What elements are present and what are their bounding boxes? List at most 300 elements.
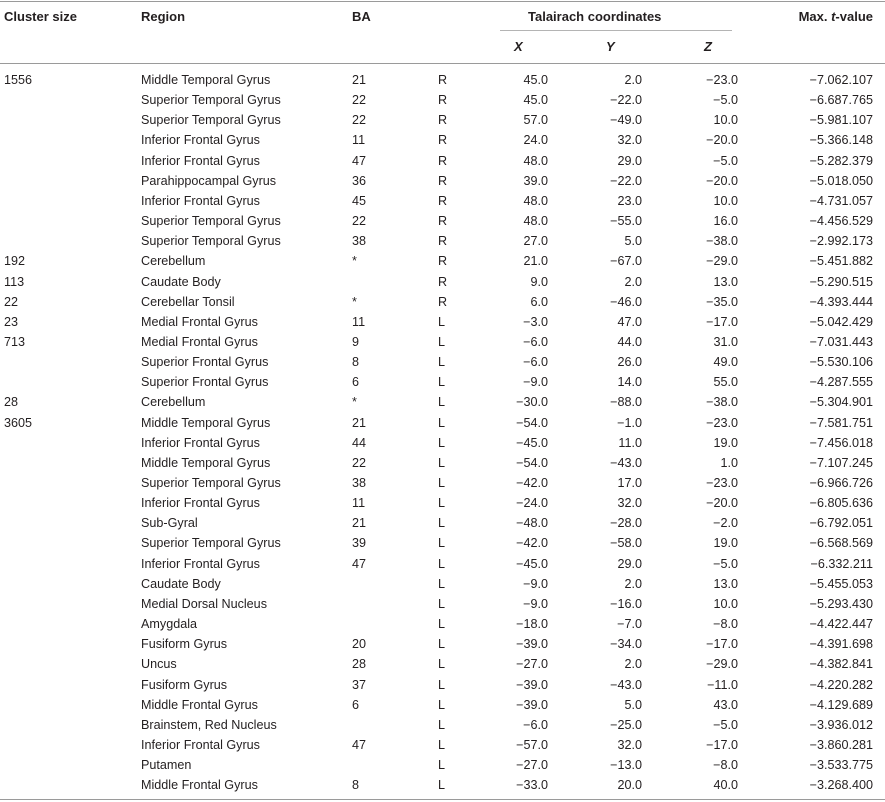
cell-x: −39.0 xyxy=(516,637,548,652)
cell-z: −8.0 xyxy=(713,758,738,773)
cell-region: Medial Dorsal Nucleus xyxy=(141,596,267,611)
header-y: Y xyxy=(606,39,615,54)
cell-hemisphere: L xyxy=(438,536,446,551)
table-row xyxy=(0,654,885,674)
cell-hemisphere: R xyxy=(438,214,448,229)
cell-y: −43.0 xyxy=(610,677,642,692)
table-row xyxy=(0,231,885,251)
table-row xyxy=(0,433,885,453)
cell-region: Superior Temporal Gyrus xyxy=(141,476,281,490)
cell-z: 10.0 xyxy=(713,113,738,128)
cell-ba: 39 xyxy=(352,536,367,551)
cell-max-t: −5.451.882 xyxy=(809,254,873,269)
table-row xyxy=(0,533,885,553)
cell-max-t: −4.382.841 xyxy=(809,657,873,672)
cell-z: −2.0 xyxy=(713,516,738,531)
cell-region: Brainstem, Red Nucleus xyxy=(141,717,277,732)
cell-z: −17.0 xyxy=(706,637,738,652)
cell-x: −42.0 xyxy=(516,536,548,551)
cell-hemisphere: R xyxy=(438,254,448,269)
cell-x: −6.0 xyxy=(523,334,548,349)
cell-max-t: −4.393.444 xyxy=(809,294,873,309)
cell-cluster-size: 22 xyxy=(4,294,19,309)
header-x: X xyxy=(514,39,523,54)
cell-max-t: −5.455.053 xyxy=(809,576,873,591)
cell-region: Middle Frontal Gyrus xyxy=(141,697,258,712)
cell-ba: 8 xyxy=(352,355,360,370)
table-row xyxy=(0,675,885,695)
cell-y: −34.0 xyxy=(610,637,642,652)
cell-region: Superior Temporal Gyrus xyxy=(141,536,281,551)
cell-hemisphere: L xyxy=(438,435,446,450)
cell-hemisphere: L xyxy=(438,556,446,571)
coordinates-rule xyxy=(500,30,732,31)
cell-z: −23.0 xyxy=(706,415,738,430)
cell-y: 5.0 xyxy=(624,697,642,712)
cell-cluster-size: 713 xyxy=(4,334,26,349)
table-row xyxy=(0,755,885,775)
cell-ba: 36 xyxy=(352,173,367,188)
cell-ba: 21 xyxy=(352,415,367,430)
table-row xyxy=(0,574,885,594)
cell-hemisphere: R xyxy=(438,153,448,168)
table-row xyxy=(0,695,885,715)
cell-z: −23.0 xyxy=(706,476,738,490)
table-row xyxy=(0,130,885,150)
cell-max-t: −6.687.765 xyxy=(809,93,873,108)
cell-max-t: −6.792.051 xyxy=(809,516,873,531)
cell-z: 10.0 xyxy=(713,596,738,611)
header-max-prefix: Max. xyxy=(798,9,832,24)
cell-hemisphere: L xyxy=(438,637,446,652)
cell-max-t: −5.304.901 xyxy=(809,395,873,410)
cell-region: Sub-Gyral xyxy=(141,516,198,531)
cell-ba: 47 xyxy=(352,153,367,168)
cell-ba: 11 xyxy=(352,496,366,511)
cell-y: −1.0 xyxy=(617,415,642,430)
cell-x: 48.0 xyxy=(523,193,548,208)
cell-max-t: −5.042.429 xyxy=(809,314,873,329)
cell-y: 32.0 xyxy=(617,737,642,752)
cell-max-t: −7.031.443 xyxy=(809,334,873,349)
cell-max-t: −3.936.012 xyxy=(809,717,873,732)
cell-z: −35.0 xyxy=(706,294,738,309)
cell-ba: 8 xyxy=(352,778,360,793)
cell-x: −45.0 xyxy=(516,435,548,450)
cell-ba: 20 xyxy=(352,637,367,652)
cell-hemisphere: R xyxy=(438,73,448,87)
cell-y: −22.0 xyxy=(610,173,642,188)
cell-x: 45.0 xyxy=(523,73,548,87)
cell-hemisphere: L xyxy=(438,334,446,349)
cell-x: 48.0 xyxy=(523,214,548,229)
cell-y: −55.0 xyxy=(610,214,642,229)
cell-z: 13.0 xyxy=(713,576,738,591)
cell-max-t: −5.282.379 xyxy=(809,153,873,168)
cell-x: −27.0 xyxy=(516,657,548,672)
header-rule xyxy=(0,63,885,64)
table-row xyxy=(0,110,885,130)
cell-y: −25.0 xyxy=(610,717,642,732)
cell-x: −9.0 xyxy=(523,596,548,611)
cell-x: −42.0 xyxy=(516,476,548,490)
cell-z: −8.0 xyxy=(713,617,738,632)
cell-hemisphere: L xyxy=(438,516,446,531)
cell-max-t: −4.422.447 xyxy=(809,617,873,632)
cell-ba: 11 xyxy=(352,314,366,329)
cell-z: 19.0 xyxy=(713,435,738,450)
table-row xyxy=(0,90,885,110)
cell-ba: 11 xyxy=(352,133,366,148)
cell-ba: 47 xyxy=(352,737,367,752)
cell-ba: * xyxy=(352,294,357,309)
cell-x: −57.0 xyxy=(516,737,548,752)
cell-z: −23.0 xyxy=(706,73,738,87)
cell-ba: 47 xyxy=(352,556,367,571)
cell-z: 1.0 xyxy=(720,455,738,470)
cell-region: Caudate Body xyxy=(141,576,221,591)
cell-z: −5.0 xyxy=(713,717,738,732)
cell-cluster-size: 3605 xyxy=(4,415,33,430)
cell-hemisphere: R xyxy=(438,193,448,208)
cell-hemisphere: R xyxy=(438,133,448,148)
header-region: Region xyxy=(141,9,186,24)
cell-y: 32.0 xyxy=(617,496,642,511)
cell-region: Superior Temporal Gyrus xyxy=(141,214,281,229)
table-row xyxy=(0,272,885,292)
cell-x: −33.0 xyxy=(516,778,548,793)
cell-cluster-size: 192 xyxy=(4,254,26,269)
cell-max-t: −4.220.282 xyxy=(809,677,873,692)
cell-y: 2.0 xyxy=(624,274,642,289)
cell-z: 31.0 xyxy=(713,334,738,349)
header-cluster-size: Cluster size xyxy=(4,9,77,24)
cell-ba: 22 xyxy=(352,455,367,470)
header-value-suffix: -value xyxy=(835,9,873,24)
table-row xyxy=(0,473,885,493)
cell-x: −3.0 xyxy=(523,314,548,329)
cell-y: −22.0 xyxy=(610,93,642,108)
table-row xyxy=(0,332,885,352)
cell-y: 47.0 xyxy=(617,314,642,329)
cell-z: 40.0 xyxy=(713,778,738,793)
cell-hemisphere: L xyxy=(438,415,446,430)
cell-region: Inferior Frontal Gyrus xyxy=(141,435,260,450)
cell-z: 55.0 xyxy=(713,375,738,390)
cell-hemisphere: L xyxy=(438,476,446,490)
cell-z: 19.0 xyxy=(713,536,738,551)
cell-x: −54.0 xyxy=(516,455,548,470)
cell-z: −29.0 xyxy=(706,657,738,672)
cell-x: −9.0 xyxy=(523,576,548,591)
cell-hemisphere: R xyxy=(438,93,448,108)
table-row xyxy=(0,251,885,271)
header-talairach-coordinates: Talairach coordinates xyxy=(528,9,662,24)
cell-z: 10.0 xyxy=(713,193,738,208)
cell-hemisphere: L xyxy=(438,375,446,390)
top-rule xyxy=(0,1,885,2)
cell-max-t: −4.287.555 xyxy=(809,375,873,390)
cell-region: Inferior Frontal Gyrus xyxy=(141,133,260,148)
cell-y: 2.0 xyxy=(624,73,642,87)
cell-x: −9.0 xyxy=(523,375,548,390)
cell-max-t: −6.332.211 xyxy=(810,556,873,571)
cell-z: −17.0 xyxy=(706,737,738,752)
cell-x: −6.0 xyxy=(523,717,548,732)
cell-y: −58.0 xyxy=(610,536,642,551)
cell-y: −16.0 xyxy=(610,596,642,611)
cell-max-t: −5.530.106 xyxy=(809,355,873,370)
cell-y: 14.0 xyxy=(617,375,642,390)
cell-x: −39.0 xyxy=(516,677,548,692)
cell-region: Medial Frontal Gyrus xyxy=(141,314,258,329)
cell-x: 39.0 xyxy=(523,173,548,188)
cell-ba: 9 xyxy=(352,334,360,349)
cell-ba: 44 xyxy=(352,435,367,450)
cell-x: 21.0 xyxy=(523,254,548,269)
cell-max-t: −6.568.569 xyxy=(809,536,873,551)
cell-x: −30.0 xyxy=(516,395,548,410)
header-z: Z xyxy=(704,39,712,54)
cell-z: −20.0 xyxy=(706,173,738,188)
cell-x: 27.0 xyxy=(523,234,548,249)
cell-z: −11.0 xyxy=(707,677,738,692)
cell-ba: 6 xyxy=(352,697,360,712)
cell-x: 45.0 xyxy=(523,93,548,108)
cell-z: 49.0 xyxy=(713,355,738,370)
cell-y: 29.0 xyxy=(617,556,642,571)
cell-region: Middle Temporal Gyrus xyxy=(141,455,271,470)
table-row xyxy=(0,211,885,231)
cell-region: Middle Frontal Gyrus xyxy=(141,778,258,793)
cell-x: 9.0 xyxy=(530,274,548,289)
table-row xyxy=(0,392,885,412)
cell-max-t: −7.456.018 xyxy=(809,435,873,450)
cell-z: 43.0 xyxy=(713,697,738,712)
cell-region: Inferior Frontal Gyrus xyxy=(141,737,260,752)
cell-max-t: −7.107.245 xyxy=(809,455,873,470)
table-row xyxy=(0,634,885,654)
cell-y: −67.0 xyxy=(610,254,642,269)
cell-hemisphere: L xyxy=(438,677,446,692)
cell-z: −20.0 xyxy=(706,496,738,511)
cell-region: Cerebellum xyxy=(141,254,206,269)
cell-region: Inferior Frontal Gyrus xyxy=(141,193,260,208)
cell-region: Superior Temporal Gyrus xyxy=(141,93,281,108)
cell-ba: 38 xyxy=(352,234,367,249)
cell-cluster-size: 23 xyxy=(4,314,19,329)
cell-y: 23.0 xyxy=(617,193,642,208)
cell-z: −20.0 xyxy=(706,133,738,148)
cell-hemisphere: L xyxy=(438,737,446,752)
cell-hemisphere: L xyxy=(438,314,446,329)
cell-max-t: −2.992.173 xyxy=(809,234,873,249)
cell-region: Putamen xyxy=(141,758,192,773)
cell-max-t: −6.805.636 xyxy=(809,496,873,511)
cell-y: 2.0 xyxy=(624,657,642,672)
cell-max-t: −5.366.148 xyxy=(809,133,873,148)
cell-hemisphere: L xyxy=(438,778,446,793)
cell-ba: * xyxy=(352,395,357,410)
cell-region: Superior Frontal Gyrus xyxy=(141,355,269,370)
cell-hemisphere: L xyxy=(438,496,446,511)
cell-hemisphere: L xyxy=(438,355,446,370)
cell-ba: 37 xyxy=(352,677,367,692)
cell-region: Medial Frontal Gyrus xyxy=(141,334,258,349)
cell-max-t: −7.062.107 xyxy=(809,73,873,87)
cell-max-t: −4.456.529 xyxy=(809,214,873,229)
cell-ba: 28 xyxy=(352,657,367,672)
cell-max-t: −5.293.430 xyxy=(809,596,873,611)
cell-region: Parahippocampal Gyrus xyxy=(141,173,277,188)
cell-y: −43.0 xyxy=(610,455,642,470)
cell-max-t: −7.581.751 xyxy=(809,415,873,430)
cell-hemisphere: R xyxy=(438,274,448,289)
cell-region: Caudate Body xyxy=(141,274,221,289)
cell-max-t: −3.268.400 xyxy=(809,778,873,793)
cell-max-t: −5.018.050 xyxy=(809,173,873,188)
cell-y: 29.0 xyxy=(617,153,642,168)
cell-max-t: −5.981.107 xyxy=(809,113,873,128)
cell-y: 17.0 xyxy=(617,476,642,490)
cell-x: 57.0 xyxy=(523,113,548,128)
cell-max-t: −3.860.281 xyxy=(809,737,873,752)
cell-x: −54.0 xyxy=(516,415,548,430)
cell-region: Uncus xyxy=(141,657,177,672)
cell-z: −5.0 xyxy=(713,153,738,168)
cell-region: Inferior Frontal Gyrus xyxy=(141,496,260,511)
cell-y: −13.0 xyxy=(610,758,642,773)
cell-max-t: −6.966.726 xyxy=(809,476,873,490)
cell-hemisphere: L xyxy=(438,617,446,632)
cell-max-t: −5.290.515 xyxy=(809,274,873,289)
cell-hemisphere: R xyxy=(438,294,448,309)
cell-ba: 38 xyxy=(352,476,367,490)
cell-cluster-size: 113 xyxy=(4,274,25,289)
cell-x: −39.0 xyxy=(516,697,548,712)
cell-hemisphere: L xyxy=(438,395,446,410)
cell-y: 32.0 xyxy=(617,133,642,148)
cell-region: Inferior Frontal Gyrus xyxy=(141,153,260,168)
cell-z: −29.0 xyxy=(706,254,738,269)
cell-x: 24.0 xyxy=(523,133,548,148)
cell-z: 16.0 xyxy=(713,214,738,229)
cell-hemisphere: R xyxy=(438,113,448,128)
cell-x: 6.0 xyxy=(530,294,548,309)
cell-region: Fusiform Gyrus xyxy=(141,677,228,692)
cell-y: −7.0 xyxy=(617,617,642,632)
cell-hemisphere: L xyxy=(438,455,446,470)
cell-hemisphere: L xyxy=(438,657,446,672)
header-t-variable: t xyxy=(831,9,836,24)
cell-region: Superior Frontal Gyrus xyxy=(141,375,269,390)
cell-y: −28.0 xyxy=(610,516,642,531)
table-row xyxy=(0,292,885,312)
table-row xyxy=(0,352,885,372)
cell-x: 48.0 xyxy=(523,153,548,168)
cell-cluster-size: 1556 xyxy=(4,73,33,87)
cell-ba: 22 xyxy=(352,214,367,229)
cell-ba: 45 xyxy=(352,193,367,208)
cell-ba: * xyxy=(352,254,357,269)
cell-region: Superior Temporal Gyrus xyxy=(141,234,281,249)
cell-x: −45.0 xyxy=(516,556,548,571)
cell-hemisphere: L xyxy=(438,758,446,773)
table-row xyxy=(0,614,885,634)
cell-region: Fusiform Gyrus xyxy=(141,637,228,652)
header-max-t-value xyxy=(799,9,873,24)
cell-region: Cerebellum xyxy=(141,395,206,410)
cell-max-t: −4.129.689 xyxy=(809,697,873,712)
table-row xyxy=(0,413,885,433)
cell-y: 26.0 xyxy=(617,355,642,370)
cell-region: Cerebellar Tonsil xyxy=(141,294,235,309)
table-row xyxy=(0,171,885,191)
cell-cluster-size: 28 xyxy=(4,395,19,410)
cell-x: −48.0 xyxy=(516,516,548,531)
cell-region: Middle Temporal Gyrus xyxy=(141,73,271,87)
cell-hemisphere: L xyxy=(438,717,446,732)
table-row xyxy=(0,493,885,513)
cell-y: 2.0 xyxy=(624,576,642,591)
cell-y: −46.0 xyxy=(610,294,642,309)
cell-y: 11.0 xyxy=(618,435,642,450)
table-row xyxy=(0,70,885,90)
table-row xyxy=(0,594,885,614)
cell-max-t: −4.731.057 xyxy=(809,193,873,208)
cell-region: Amygdala xyxy=(141,617,198,632)
table-row xyxy=(0,151,885,171)
cell-y: −49.0 xyxy=(610,113,642,128)
cell-ba: 22 xyxy=(352,93,367,108)
cell-x: −24.0 xyxy=(516,496,548,511)
table-row xyxy=(0,735,885,755)
cell-z: −5.0 xyxy=(713,93,738,108)
cell-ba: 22 xyxy=(352,113,367,128)
cell-hemisphere: R xyxy=(438,173,448,188)
cell-z: −5.0 xyxy=(713,556,738,571)
table-row xyxy=(0,453,885,473)
cell-hemisphere: R xyxy=(438,234,448,249)
table-row xyxy=(0,554,885,574)
header-ba: BA xyxy=(352,9,371,24)
cell-ba: 21 xyxy=(352,73,367,87)
cell-x: −27.0 xyxy=(516,758,548,773)
cell-x: −18.0 xyxy=(516,617,548,632)
cell-max-t: −3.533.775 xyxy=(809,758,873,773)
bottom-rule xyxy=(0,799,885,800)
cell-ba: 21 xyxy=(352,516,367,531)
table-row xyxy=(0,715,885,735)
cell-y: 44.0 xyxy=(617,334,642,349)
cell-ba: 6 xyxy=(352,375,360,390)
cell-x: −6.0 xyxy=(523,355,548,370)
table-row xyxy=(0,372,885,392)
cell-z: −38.0 xyxy=(706,395,738,410)
table-row xyxy=(0,775,885,795)
cell-region: Superior Temporal Gyrus xyxy=(141,113,281,128)
cell-region: Inferior Frontal Gyrus xyxy=(141,556,260,571)
cell-max-t: −4.391.698 xyxy=(809,637,873,652)
cell-hemisphere: L xyxy=(438,596,446,611)
cell-z: 13.0 xyxy=(713,274,738,289)
cell-hemisphere: L xyxy=(438,697,446,712)
cell-y: 20.0 xyxy=(617,778,642,793)
cell-y: −88.0 xyxy=(610,395,642,410)
cell-y: 5.0 xyxy=(624,234,642,249)
cell-z: −38.0 xyxy=(706,234,738,249)
table-row xyxy=(0,191,885,211)
